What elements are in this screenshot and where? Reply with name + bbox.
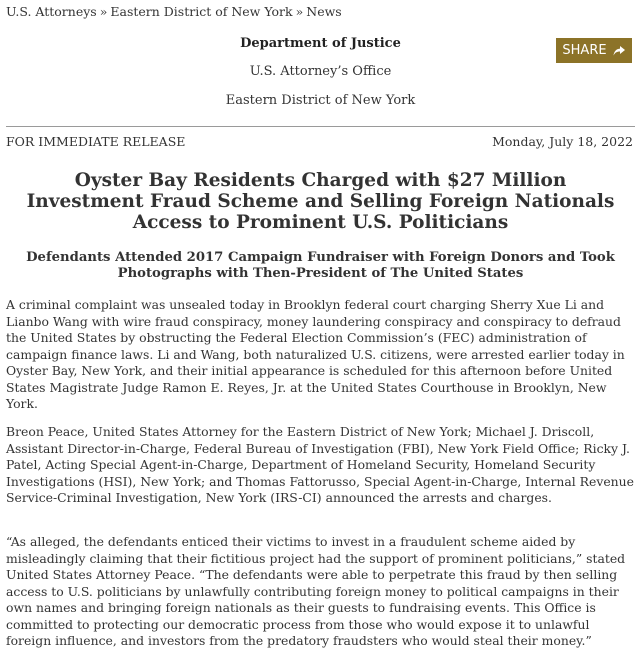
share-arrow-icon [612,45,626,57]
article-paragraph: “As alleged, the defendants enticed their victims to invest in a fraudulent scheme aided by misleadingly claiming that their fictitious project had the support of prominent politicians,” stated United States Attorney Peace. “The defendants were able to perpetrate this fraud by then selling access to U.S. politicians by unlawfully contributing foreign money to political campaigns in their own names and bringing foreign nationals as their guests to fundraising events. This Office is committed to protecting our democratic process from those who would expose it to unlawful foreign influence, and investors from the predatory fraudsters who would steal their money.” [6,534,626,648]
office-name: U.S. Attorney’s Office [249,64,392,79]
district-name: Eastern District of New York [225,93,416,108]
article-title: Oyster Bay Residents Charged with $27 Million Investment Fraud Scheme and Selling Foreign Nationals Access to Prominent U.S. Politicians [26,170,615,233]
breadcrumb-link-us-attorneys[interactable]: U.S. Attorneys [6,4,97,19]
breadcrumb-link-district[interactable]: Eastern District of New York [110,4,293,19]
department-name: Department of Justice [240,36,401,51]
breadcrumb-link-news[interactable]: News [306,4,342,19]
release-label: FOR IMMEDIATE RELEASE [6,134,186,149]
article-paragraph: Breon Peace, United States Attorney for the Eastern District of New York; Michael J. Driscoll, Assistant Director-in-Charge, Federal Bureau of Investigation (FBI), New York Field Office; Ricky J. Patel, Acting Special Agent-in-Charge, Department of Homeland Security, Homeland Security Investigations (HSI), New York; and Thomas Fattorusso, Special Agent-in-Charge, Internal Revenue Service-Criminal Investigation, New York (IRS-CI) announced the arrests and charges. [6,424,634,505]
article-subtitle: Defendants Attended 2017 Campaign Fundraiser with Foreign Donors and Took Photographs with Then-President of The United States [26,250,615,281]
share-label: SHARE [562,43,607,58]
breadcrumb-separator: » [295,4,304,19]
article-paragraph: A criminal complaint was unsealed today in Brooklyn federal court charging Sherry Xue Li and Lianbo Wang with wire fraud conspiracy, money laundering conspiracy and conspiracy to defraud the United States by obstructing the Federal Election Commission’s (FEC) administration of campaign finance laws. Li and Wang, both naturalized U.S. citizens, were arrested earlier today in Oyster Bay, New York, and their initial appearance is scheduled for this afternoon before United States Magistrate Judge Ramon E. Reyes, Jr. at the United States Courthouse in Brooklyn, New York. [6,297,625,411]
release-date: Monday, July 18, 2022 [492,134,633,149]
header-divider [6,126,635,127]
breadcrumb [6,4,342,19]
share-button[interactable] [556,38,632,63]
breadcrumb-separator: » [99,4,108,19]
